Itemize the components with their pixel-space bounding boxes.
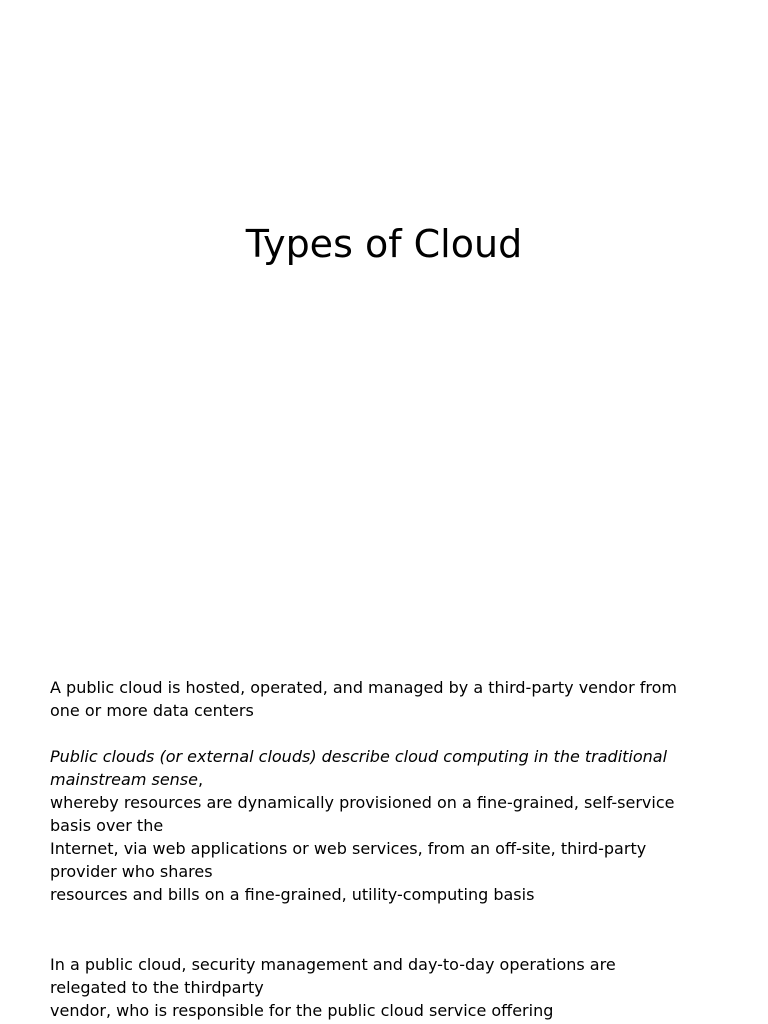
paragraph-internet-web-services: Internet, via web applications or web services, from an off-site, third-party provider who shares — [50, 839, 647, 881]
paragraph-public-cloud-definition: A public cloud is hosted, operated, and managed by a third-party vendor from one or more data centers — [50, 678, 677, 720]
paragraph-billing: resources and bills on a fine-grained, utility-computing basis — [50, 885, 535, 904]
slide-title: Types of Cloud — [245, 222, 523, 266]
italic-text: Public clouds (or external clouds) describe cloud computing in the traditional mainstream sense — [50, 747, 668, 789]
paragraph-security-management: In a public cloud, security management and day-to-day operations are relegated to the thirdparty — [50, 955, 616, 997]
paragraph-external-clouds — [50, 745, 690, 791]
spacer — [50, 722, 690, 745]
paragraph-resources-provisioned: whereby resources are dynamically provisioned on a fine-grained, self-service basis over the — [50, 793, 675, 835]
paragraph-vendor-responsibility: vendor, who is responsible for the public cloud service offering — [50, 1001, 554, 1020]
spacer — [50, 906, 690, 953]
comma-text: , — [197, 770, 204, 789]
slide-body — [50, 676, 690, 1022]
